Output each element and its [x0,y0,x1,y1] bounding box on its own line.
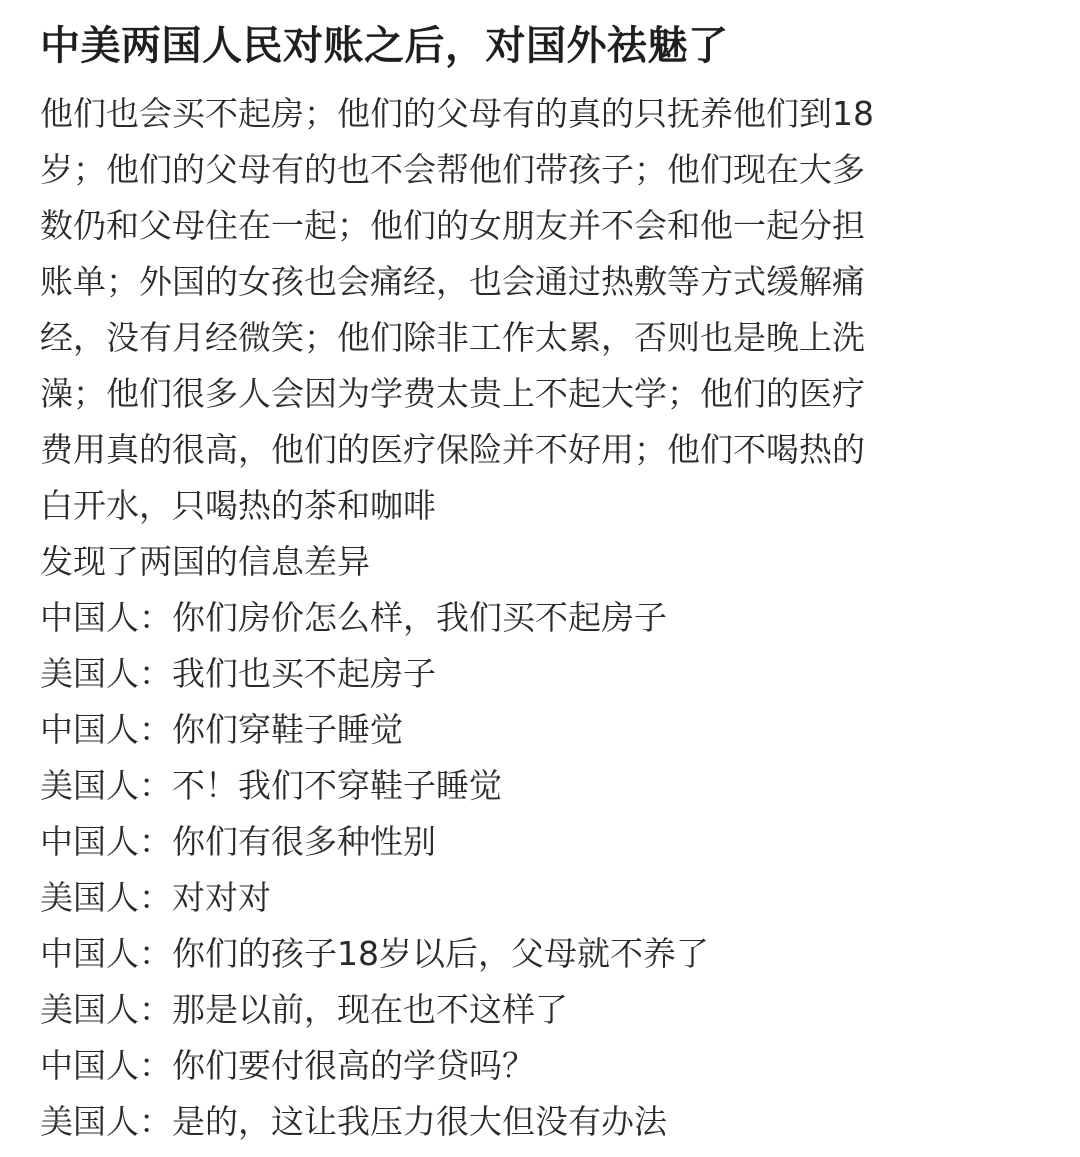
paragraph-line: 岁；他们的父母有的也不会帮他们带孩子；他们现在大多 [40,150,865,189]
paragraph-line: 澡；他们很多人会因为学费太贵上不起大学；他们的医疗 [40,374,865,413]
post-title: 中美两国人民对账之后，对国外祛魅了 [40,23,729,69]
dialog-list [40,590,1040,1150]
dialog-line: 中国人：你们有很多种性别 [40,822,436,861]
dialog-line: 美国人：是的，这让我压力很大但没有办法 [40,1102,667,1141]
dialog-line: 美国人：那是以前，现在也不这样了 [40,990,568,1029]
dialog-line: 美国人：不！我们不穿鞋子睡觉 [40,766,502,805]
dialog-line: 中国人：你们的孩子18岁以后，父母就不养了 [40,934,709,973]
dialog-line: 美国人：我们也买不起房子 [40,654,436,693]
dialog-line: 美国人：对对对 [40,878,271,917]
paragraph-line: 他们也会买不起房；他们的父母有的真的只抚养他们到18 [40,94,874,133]
summary-line: 发现了两国的信息差异 [40,542,370,581]
paragraph-line: 数仍和父母住在一起；他们的女朋友并不会和他一起分担 [40,206,865,245]
paragraph-line: 费用真的很高，他们的医疗保险并不好用；他们不喝热的 [40,430,865,469]
dialog-line: 中国人：你们穿鞋子睡觉 [40,710,403,749]
paragraph-line: 白开水，只喝热的茶和咖啡 [40,486,436,525]
dialog-line: 中国人：你们房价怎么样，我们买不起房子 [40,598,667,637]
dialog-line: 中国人：你们要付很高的学贷吗？ [40,1046,535,1085]
post-body-paragraph [40,86,1040,590]
paragraph-line: 经，没有月经微笑；他们除非工作太累，否则也是晚上洗 [40,318,865,357]
paragraph-line: 账单；外国的女孩也会痛经，也会通过热敷等方式缓解痛 [40,262,865,301]
